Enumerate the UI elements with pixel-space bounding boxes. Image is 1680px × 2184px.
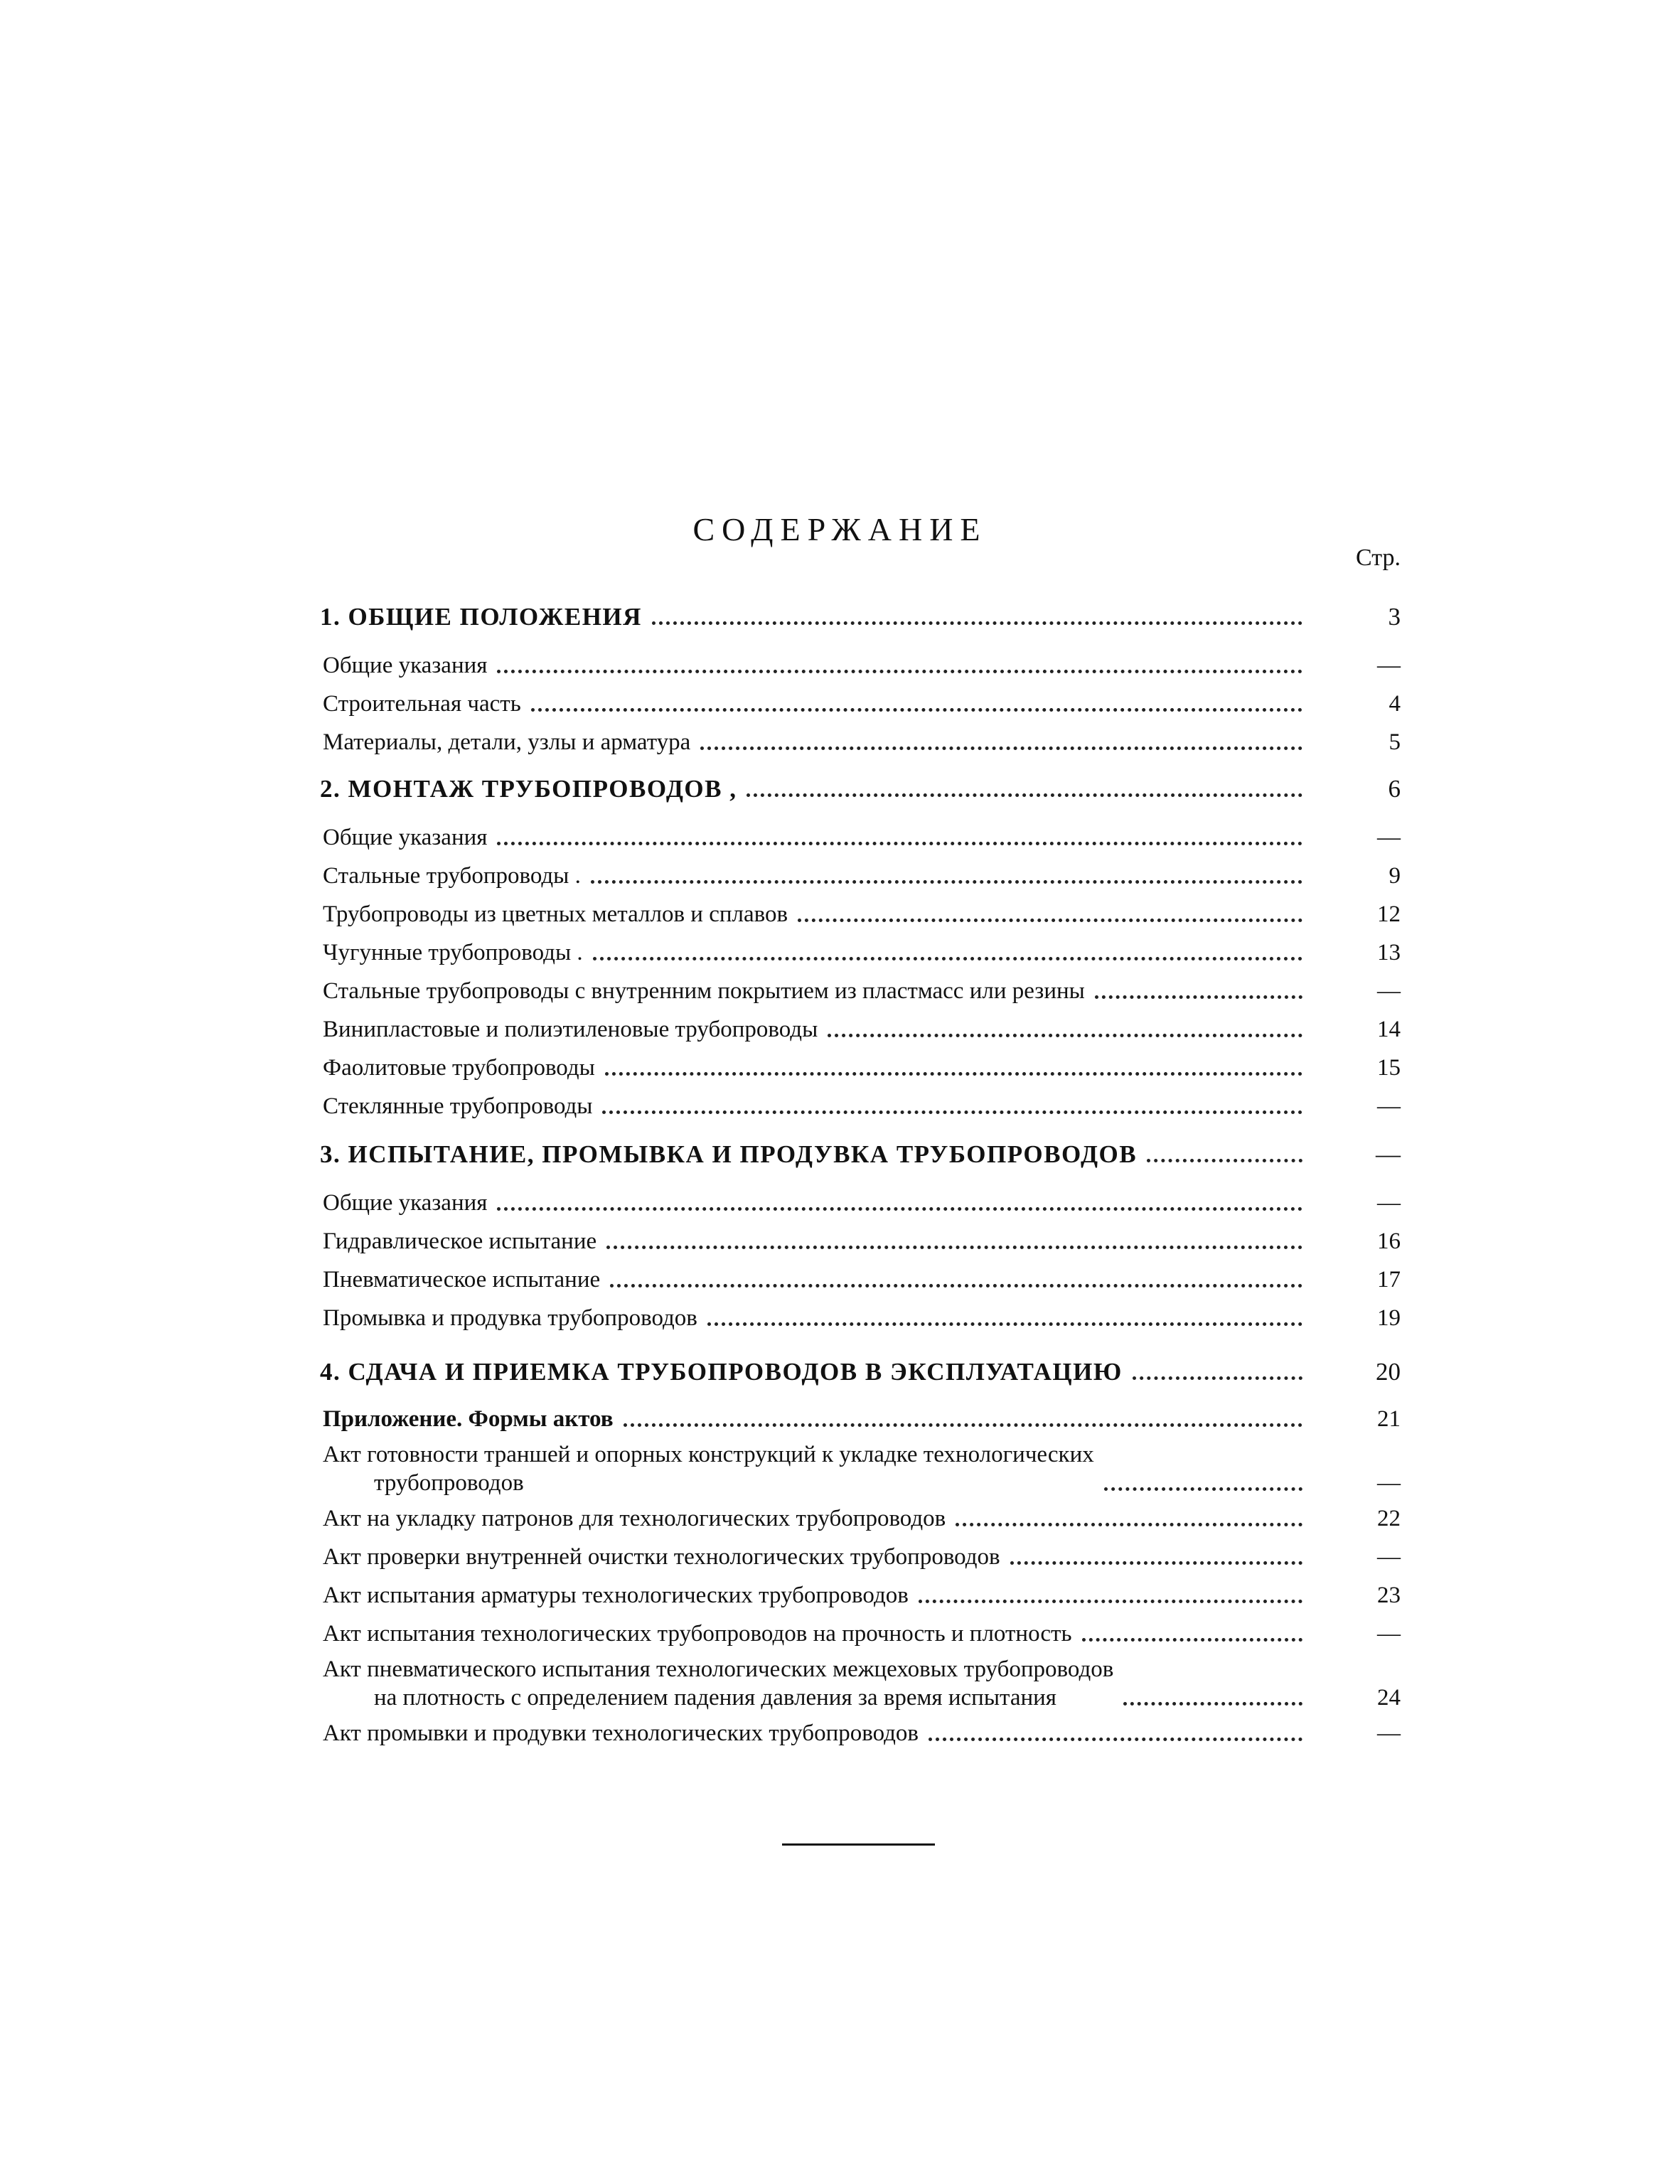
dot-leader (707, 1322, 1302, 1326)
toc-entry (320, 862, 1315, 890)
toc-section-row (320, 775, 1401, 803)
toc-entry-row (320, 900, 1401, 928)
toc-entry (320, 1265, 1315, 1294)
dot-leader (497, 842, 1302, 845)
toc-entry-row (320, 1092, 1401, 1120)
toc-entry (320, 900, 1315, 928)
dot-leader (591, 880, 1302, 884)
toc-section-title: 4. СДАЧА И ПРИЕМКА ТРУБОПРОВОДОВ В ЭКСПЛУАТАЦИЮ (320, 1358, 1123, 1386)
toc-entry-row (320, 1015, 1401, 1044)
toc-entry-row (320, 1265, 1401, 1294)
toc-entry-row (320, 1655, 1401, 1712)
toc-entry (320, 1719, 1315, 1747)
dot-leader (700, 746, 1302, 750)
page-column-header: Стр. (1355, 545, 1401, 571)
toc-entry (320, 1140, 1315, 1169)
toc-page-number: 15 (1377, 1055, 1401, 1081)
toc-entry (320, 775, 1315, 803)
dot-leader (1082, 1638, 1302, 1642)
toc-entry (320, 1227, 1315, 1256)
toc-entry (320, 1015, 1315, 1044)
toc-entry (320, 1581, 1315, 1610)
dot-leader (956, 1523, 1302, 1526)
toc-entry-row (320, 1227, 1401, 1256)
dot-leader (1133, 1376, 1302, 1380)
toc-entry-text: Фаолитовые трубопроводы (323, 1055, 595, 1081)
toc-entry-row (320, 1719, 1401, 1747)
dot-leader (497, 1207, 1302, 1211)
toc-page-number: 6 (1388, 775, 1401, 803)
dot-leader (919, 1600, 1302, 1603)
toc-entry (320, 690, 1315, 718)
dot-leader (606, 1246, 1302, 1249)
toc-entry-text: Промывка и продувка трубопроводов (323, 1305, 697, 1331)
toc-entry-text: Акт проверки внутренней очистки технологических трубопроводов (323, 1544, 1000, 1570)
dot-leader (1010, 1561, 1302, 1565)
toc-page-number: 5 (1389, 729, 1401, 755)
dot-leader (497, 670, 1302, 673)
toc-page-number: 4 (1389, 691, 1401, 717)
toc-entry-line: Акт пневматического испытания технологических межцеховых трубопроводов (323, 1656, 1114, 1682)
dot-leader (747, 793, 1302, 797)
toc-entry-row (320, 938, 1401, 967)
toc-page-number: — (1377, 1720, 1401, 1746)
toc-appendix-row (320, 1405, 1401, 1433)
toc-section-title: 1. ОБЩИЕ ПОЛОЖЕНИЯ (320, 603, 642, 631)
toc-section-row (320, 1140, 1401, 1169)
page-title: СОДЕРЖАНИЕ (692, 511, 988, 547)
dot-leader (593, 957, 1302, 960)
toc-entry-row (320, 977, 1401, 1005)
toc-page-number: — (1377, 1093, 1401, 1119)
toc-entry (320, 938, 1315, 967)
toc-entry-row (320, 728, 1401, 756)
toc-entry-text: Строительная часть (323, 691, 521, 717)
dot-leader (828, 1034, 1302, 1037)
toc-page-number: 14 (1377, 1017, 1401, 1042)
dot-leader (624, 1423, 1302, 1427)
toc-entry-text: Акт испытания технологических трубопроводов на прочность и плотность (323, 1621, 1072, 1647)
toc-entry-row (320, 690, 1401, 718)
toc-page-number: 21 (1377, 1406, 1401, 1432)
toc-page-number: — (1377, 653, 1401, 678)
toc-entry-text: Винипластовые и полиэтиленовые трубопроводы (323, 1017, 818, 1042)
toc-entry (320, 977, 1315, 1005)
toc-page-number: 22 (1377, 1506, 1401, 1531)
toc-page-number: 17 (1377, 1267, 1401, 1292)
toc-entry-text: Гидравлическое испытание (323, 1228, 597, 1254)
toc-entry (320, 823, 1315, 852)
toc-page-number: — (1376, 1140, 1401, 1168)
toc-entry-text: Стеклянные трубопроводы (323, 1093, 593, 1119)
dot-leader (531, 708, 1302, 712)
toc-entry-line: на плотность с определением падения давления за время испытания (374, 1685, 1056, 1711)
dot-leader (610, 1284, 1302, 1288)
toc-entry-row (320, 823, 1401, 852)
toc-page-number: — (1377, 825, 1401, 850)
toc-entry-text: Акт на укладку патронов для технологических трубопроводов (323, 1506, 946, 1531)
toc-entry-text: Материалы, детали, узлы и арматура (323, 729, 691, 755)
toc-page-number: — (1377, 978, 1401, 1004)
toc-page-number: 20 (1376, 1358, 1401, 1386)
toc-entry (320, 1054, 1315, 1082)
toc-entry-text: Акт промывки и продувки технологических трубопроводов (323, 1720, 919, 1746)
toc-entry (320, 1189, 1315, 1217)
dot-leader (1095, 995, 1302, 999)
toc-entry-text: Приложение. Формы актов (323, 1406, 614, 1432)
toc-page-number: 19 (1377, 1305, 1401, 1331)
toc-entry-text: Стальные трубопроводы с внутренним покрытием из пластмасс или резины (323, 978, 1085, 1004)
toc-entry (320, 1092, 1315, 1120)
toc-section-title: 3. ИСПЫТАНИЕ, ПРОМЫВКА И ПРОДУВКА ТРУБОПРОВОДОВ (320, 1140, 1138, 1168)
toc-entry-line: трубопроводов (374, 1470, 524, 1496)
toc-entry-text: Акт испытания арматуры технологических трубопроводов (323, 1583, 909, 1608)
toc-page-number: 16 (1377, 1228, 1401, 1254)
toc-page-number: 13 (1377, 940, 1401, 965)
dot-leader (798, 919, 1302, 922)
toc-entry-text: Трубопроводы из цветных металлов и сплавов (323, 901, 788, 927)
toc-entry (320, 603, 1315, 631)
toc-page-number: 24 (1377, 1685, 1401, 1711)
closing-rule (782, 1843, 935, 1846)
toc-page-number: — (1377, 1621, 1401, 1647)
toc-page-number: 12 (1377, 901, 1401, 927)
toc-entry (320, 1304, 1315, 1332)
toc-entry-row (320, 1543, 1401, 1571)
toc-entry-row (320, 1581, 1401, 1610)
toc-page-number: — (1377, 1544, 1401, 1570)
toc-entry (320, 1440, 1315, 1497)
dot-leader (602, 1110, 1302, 1114)
toc-page-number: 3 (1388, 603, 1401, 631)
toc-entry-text (323, 1440, 1094, 1497)
toc-entry-row (320, 651, 1401, 680)
toc-entry (320, 1620, 1315, 1648)
toc-entry-text: Чугунные трубопроводы . (323, 940, 583, 965)
toc-page-number: 9 (1389, 863, 1401, 889)
toc-section-row (320, 603, 1401, 631)
toc-entry (320, 1504, 1315, 1533)
toc-section-title: 2. МОНТАЖ ТРУБОПРОВОДОВ , (320, 775, 737, 803)
dot-leader (1123, 1702, 1302, 1706)
toc-entry-row (320, 862, 1401, 890)
toc-entry-text: Пневматическое испытание (323, 1267, 601, 1292)
toc-page-number: — (1377, 1190, 1401, 1216)
toc-entry-text: Стальные трубопроводы . (323, 863, 581, 889)
toc-entry (320, 1405, 1315, 1433)
toc-entry (320, 1543, 1315, 1571)
toc-entry-row (320, 1504, 1401, 1533)
toc-entry-row (320, 1054, 1401, 1082)
toc-entry (320, 651, 1315, 680)
toc-entry-text: Общие указания (323, 1190, 488, 1216)
toc-entry (320, 1655, 1315, 1712)
toc-entry-row (320, 1189, 1401, 1217)
dot-leader (605, 1072, 1302, 1076)
toc-entry-row (320, 1304, 1401, 1332)
toc-entry-line: Акт готовности траншей и опорных конструкций к укладке технологических (323, 1442, 1094, 1467)
dot-leader (652, 621, 1302, 625)
toc-page-number: 23 (1377, 1583, 1401, 1608)
toc-entry (320, 1358, 1315, 1386)
toc-entry-text: Общие указания (323, 653, 488, 678)
dot-leader (1104, 1487, 1302, 1491)
toc-entry-text (323, 1655, 1113, 1712)
toc-entry-row (320, 1620, 1401, 1648)
toc-entry (320, 728, 1315, 756)
toc-entry-row (320, 1440, 1401, 1497)
toc-section-row (320, 1358, 1401, 1386)
dot-leader (1147, 1159, 1302, 1162)
toc-page-number: — (1377, 1470, 1401, 1496)
toc-entry-text: Общие указания (323, 825, 488, 850)
dot-leader (929, 1738, 1302, 1741)
